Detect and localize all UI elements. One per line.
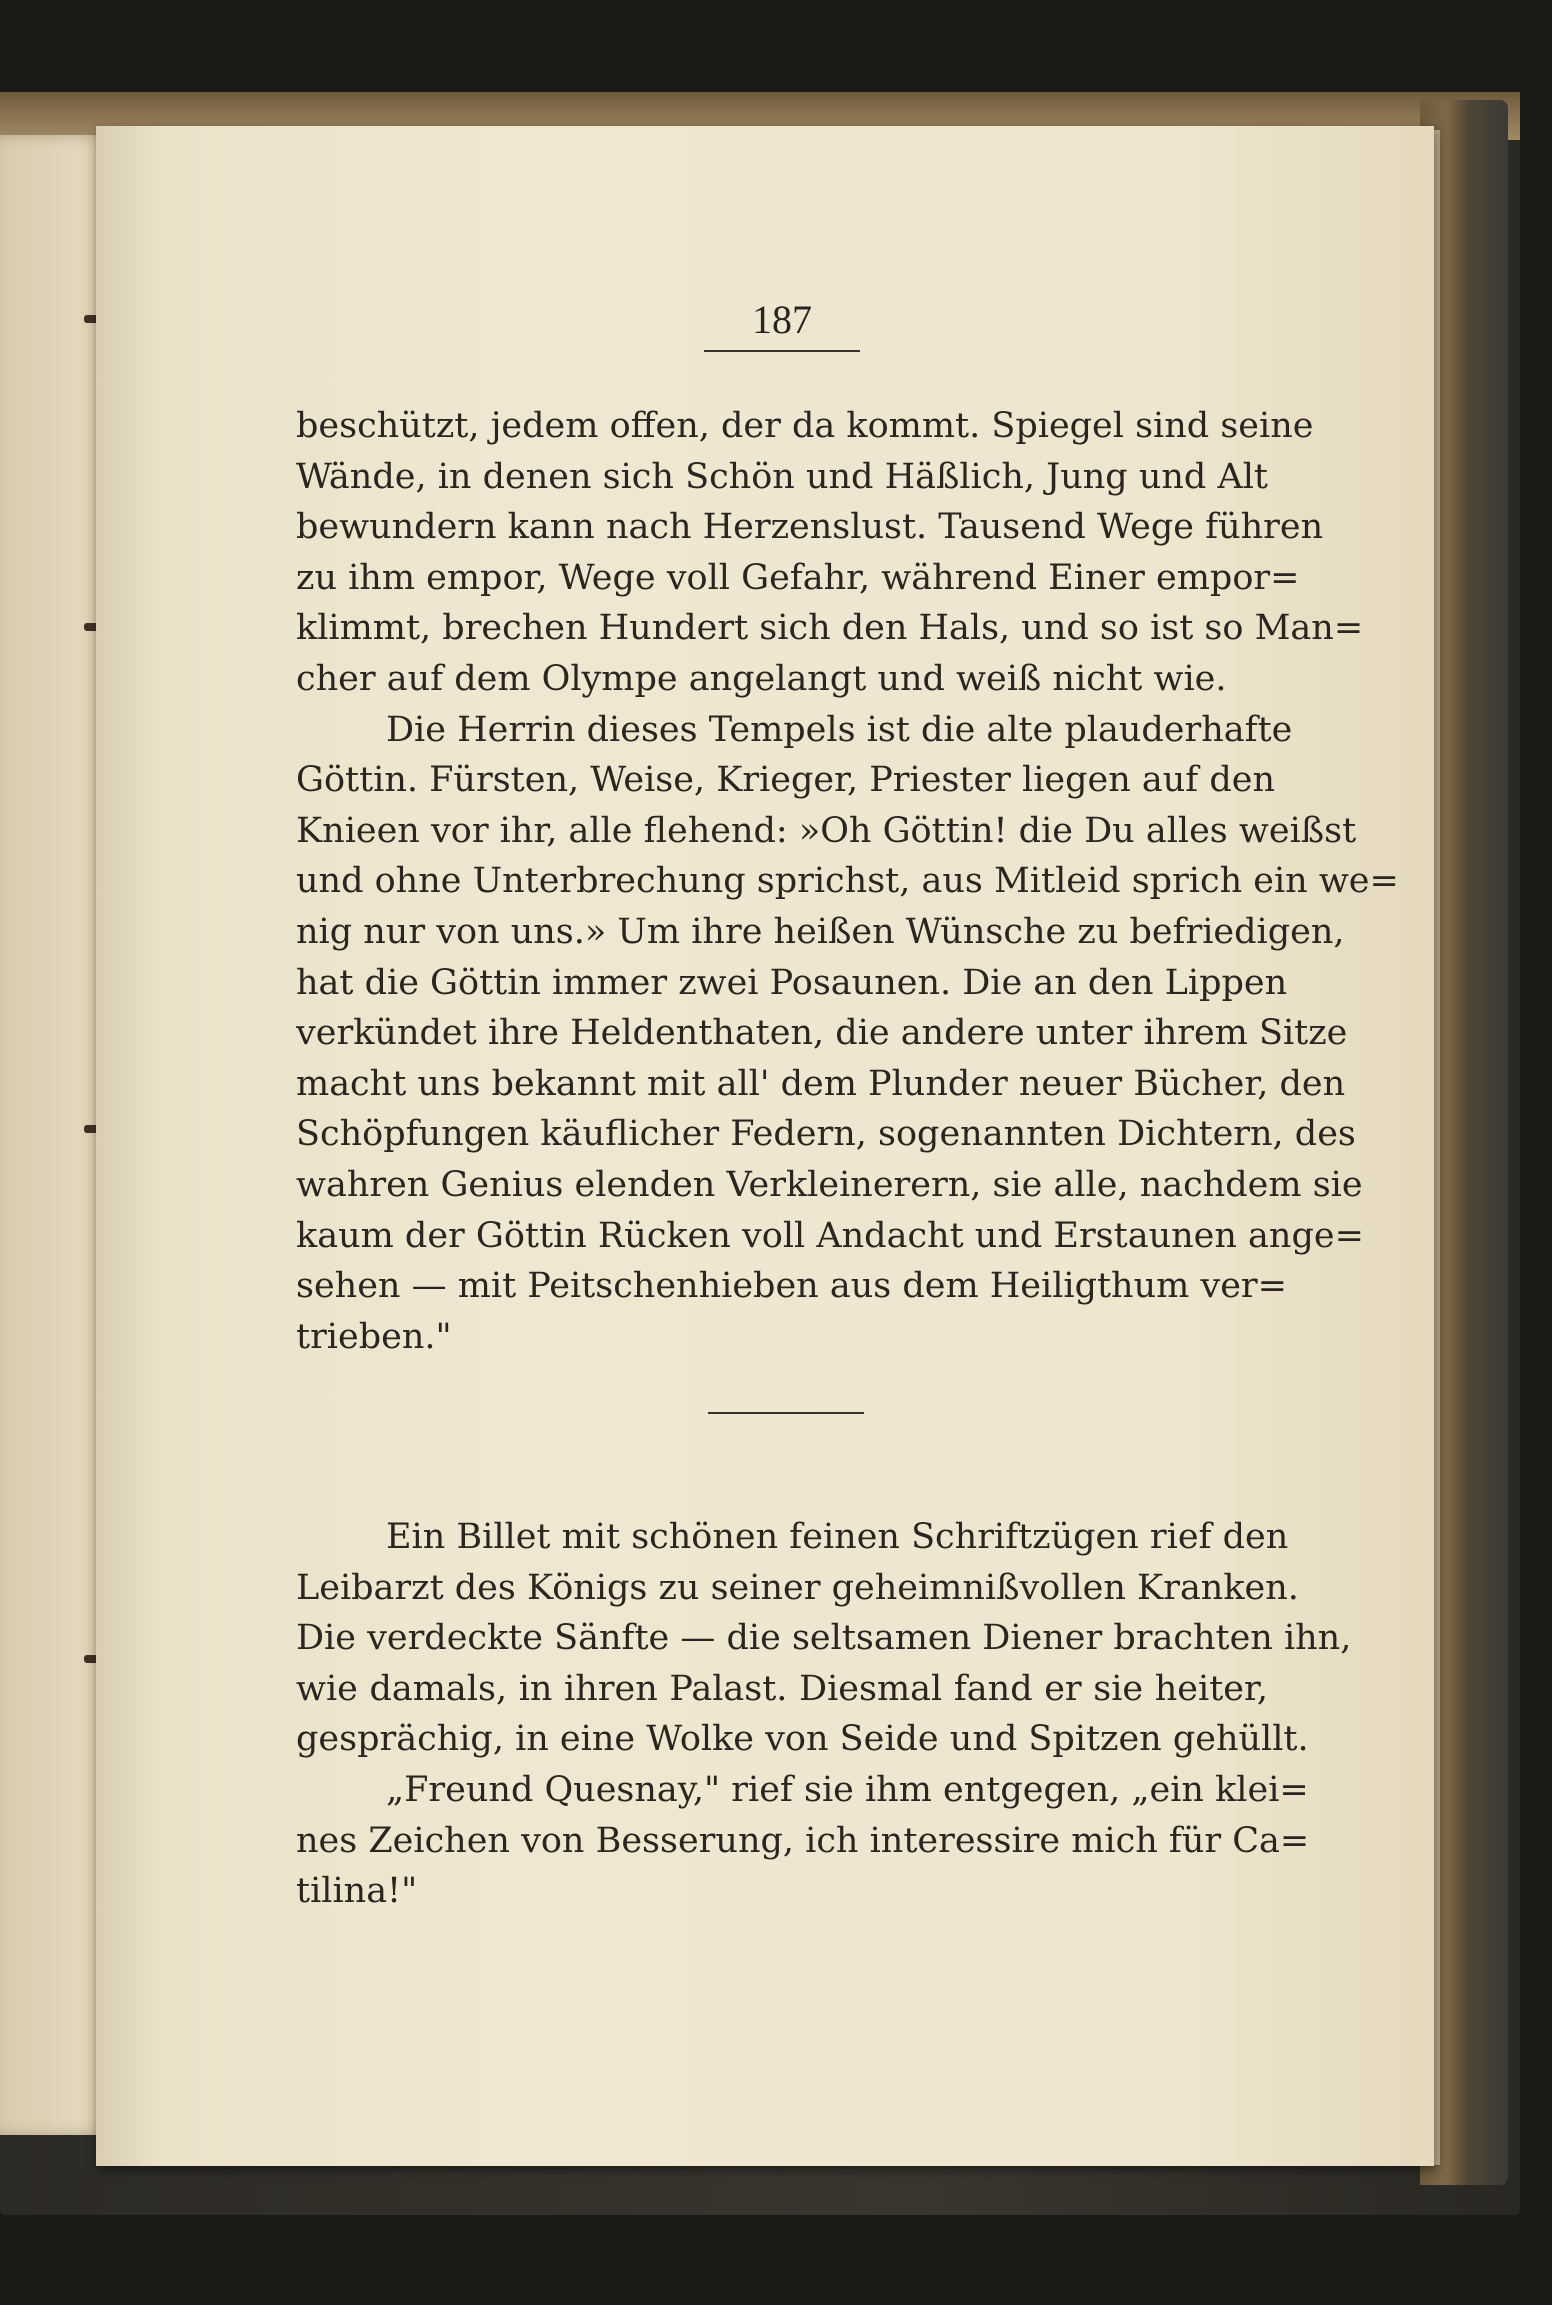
paragraph [296, 1765, 1310, 1917]
text-line: zu ihm empor, Wege voll Gefahr, während Einer empor= [296, 557, 1300, 598]
text-line: Die Herrin dieses Tempels ist die alte plauderhafte [386, 709, 1293, 750]
page-number-rule [704, 350, 860, 352]
paragraph [296, 401, 1364, 705]
page-number: 187 [752, 297, 812, 342]
text-line: verkündet ihre Heldenthaten, die andere unter ihrem Sitze [296, 1013, 1348, 1054]
section-divider [708, 1412, 864, 1414]
text-line: Knieen vor ihr, alle flehend: »Oh Göttin! die Du alles weißst [296, 810, 1357, 851]
paragraph [296, 1512, 1352, 1765]
text-line: macht uns bekannt mit all' dem Plunder neuer Bücher, den [296, 1063, 1346, 1104]
text-line: „Freund Quesnay," rief sie ihm entgegen, „ein klei= [386, 1769, 1309, 1810]
text-line: nig nur von uns.» Um ihre heißen Wünsche zu befriedigen, [296, 911, 1345, 952]
text-line: tilina!" [296, 1871, 418, 1912]
text-line: klimmt, brechen Hundert sich den Hals, und so ist so Man= [296, 608, 1364, 649]
text-line: Ein Billet mit schönen feinen Schriftzügen rief den [386, 1517, 1289, 1557]
text-line: Leibarzt des Königs zu seiner geheimnißvollen Kranken. [296, 1567, 1299, 1608]
text-line: und ohne Unterbrechung sprichst, aus Mitleid sprich ein we= [296, 861, 1399, 902]
text-line: bewundern kann nach Herzenslust. Tausend Wege führen [296, 507, 1324, 548]
text-line: Wände, in denen sich Schön und Häßlich, Jung und Alt [296, 456, 1268, 497]
paragraph [296, 705, 1399, 1363]
text-section-after [296, 1512, 1352, 1917]
text-line: hat die Göttin immer zwei Posaunen. Die an den Lippen [296, 962, 1288, 1003]
text-line: kaum der Göttin Rücken voll Andacht und Erstaunen ange= [296, 1215, 1364, 1256]
text-line: Schöpfungen käuflicher Federn, sogenannten Dichtern, des [296, 1114, 1356, 1155]
text-line: gesprächig, in eine Wolke von Seide und Spitzen gehüllt. [296, 1719, 1309, 1760]
text-line: wahren Genius elenden Verkleinerern, sie alle, nachdem sie [296, 1164, 1363, 1205]
text-line: sehen — mit Peitschenhieben aus dem Heiligthum ver= [296, 1266, 1287, 1307]
text-line: cher auf dem Olympe angelangt und weiß nicht wie. [296, 658, 1227, 699]
text-line: nes Zeichen von Besserung, ich interessire mich für Ca= [296, 1820, 1310, 1861]
text-line: trieben." [296, 1316, 452, 1357]
text-section-before [296, 401, 1399, 1362]
text-line: beschützt, jedem offen, der da kommt. Spiegel sind seine [296, 406, 1314, 446]
text-line: Die verdeckte Sänfte — die seltsamen Diener brachten ihn, [296, 1618, 1352, 1659]
text-line: Göttin. Fürsten, Weise, Krieger, Priester liegen auf den [296, 760, 1276, 801]
text-line: wie damals, in ihren Palast. Diesmal fand er sie heiter, [296, 1668, 1268, 1709]
